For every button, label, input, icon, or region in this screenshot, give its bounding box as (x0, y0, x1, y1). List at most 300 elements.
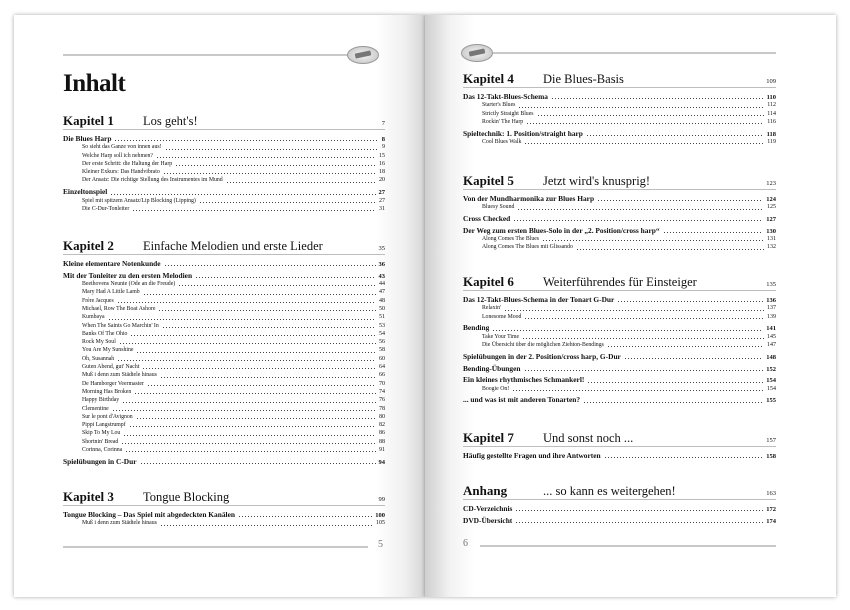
entry-page: 105 (376, 520, 385, 527)
entry-page: 116 (767, 118, 776, 125)
entry-page: 20 (379, 177, 385, 184)
toc-chapter (463, 274, 776, 408)
dot-leader (129, 426, 376, 427)
dot-leader (112, 410, 376, 411)
entry-page: 64 (379, 364, 385, 371)
chapter-title: Und sonst noch ... (543, 431, 634, 445)
entry-title: Cool Blues Walk (482, 138, 522, 145)
toc-subentry (63, 355, 385, 363)
entry-page: 147 (767, 341, 776, 348)
toc-subentry (63, 405, 385, 413)
entry-title: Häufig gestellte Fragen und ihre Antworten (463, 451, 601, 460)
dot-leader (624, 358, 763, 359)
entry-title: Der Weg zum ersten Blues-Solo in der „2. Position/cross harp“ (463, 225, 660, 235)
entry-page: 132 (767, 244, 776, 251)
entry-title: Cross Checked (463, 214, 511, 224)
dot-leader (136, 352, 376, 353)
chapter-heading (463, 274, 776, 291)
toc-subentry (63, 297, 385, 305)
entry-page: 124 (766, 196, 776, 203)
toc-subentry (63, 421, 385, 429)
dot-leader (513, 220, 763, 221)
chapter-title: Einfache Melodien und erste Lieder (143, 239, 323, 253)
toc-entry (463, 324, 776, 332)
entry-page: 172 (766, 506, 776, 513)
dot-leader (117, 360, 376, 361)
chapter-heading (463, 483, 776, 500)
chapter-page: 163 (766, 490, 776, 497)
chapter-page: 135 (766, 281, 776, 288)
chapter-page: 35 (378, 245, 385, 252)
entry-page: 16 (379, 160, 385, 167)
dot-leader (542, 240, 764, 241)
left-page (14, 15, 425, 597)
dot-leader (163, 173, 376, 174)
header-rule (493, 52, 776, 54)
entry-title: Starter's Blues (482, 102, 516, 109)
dot-leader (195, 277, 375, 278)
toc-subentry (463, 341, 776, 349)
dot-leader (123, 435, 376, 436)
entry-title: Michael, Row The Boat Ashore (82, 305, 156, 312)
entry-page: 118 (766, 130, 776, 138)
entry-page: 152 (766, 365, 776, 373)
dot-leader (537, 115, 765, 116)
toc-subentry (63, 429, 385, 437)
entry-page: 80 (379, 413, 385, 420)
dot-leader (121, 443, 376, 444)
right-page (425, 15, 836, 597)
toc-subentry (63, 197, 385, 205)
entry-title: ... und was ist mit anderen Tonarten? (463, 395, 581, 405)
dot-leader (125, 451, 376, 452)
toc-subentry (63, 313, 385, 321)
entry-title: Der erste Schritt: die Haltung der Harp (82, 160, 173, 167)
toc-subentry (463, 385, 776, 393)
entry-page: 8 (381, 136, 385, 143)
toc-subentry (63, 338, 385, 346)
chapter-page: 157 (766, 437, 776, 444)
toc-group (463, 324, 776, 349)
entry-title: Kleiner Exkurs: Das Handvibrato (82, 169, 160, 176)
toc-chapter (63, 238, 385, 470)
toc-entry (463, 365, 776, 373)
toc-entry (63, 135, 385, 143)
entry-page: 158 (766, 453, 776, 460)
toc-group (463, 396, 776, 404)
entry-page: 60 (379, 355, 385, 362)
toc-group (463, 505, 776, 513)
dot-leader (576, 249, 764, 250)
entry-page: 27 (379, 197, 385, 204)
entry-page: 31 (379, 205, 385, 212)
dot-leader (587, 382, 763, 383)
toc-subentry (63, 371, 385, 379)
chapter-page: 109 (766, 78, 776, 85)
entry-page: 125 (767, 204, 776, 211)
toc-entry (463, 130, 776, 138)
toc-entry (63, 458, 385, 466)
chapter-label: Kapitel 7 (463, 430, 514, 445)
chapter-label: Kapitel 1 (63, 113, 114, 128)
chapter-label: Anhang (463, 483, 508, 498)
entry-title: Spieltechnik: 1. Position/straight harp (463, 128, 583, 138)
dot-leader (518, 107, 764, 108)
dot-leader (178, 285, 376, 286)
entry-title: Rock My Soul (82, 339, 116, 346)
entry-title: Take Your Time (482, 333, 520, 340)
toc-group (63, 272, 385, 455)
entry-page: 78 (379, 405, 385, 412)
chapter-heading (63, 238, 385, 255)
entry-title: Von der Mundharmonika zur Blues Harp (463, 194, 595, 203)
dot-leader (132, 210, 376, 211)
dot-leader (597, 200, 763, 201)
entry-title: Spiel mit spitzem Ansatz/Lip Blocking (Lipping) (82, 197, 196, 204)
entry-title: Skip To My Lou (82, 430, 121, 437)
footer-rule (63, 546, 368, 548)
toc-group (63, 511, 385, 528)
entry-title: Mary Had A Little Lamb (82, 289, 140, 296)
entry-title: DVD-Übersicht (463, 515, 513, 525)
dot-leader (526, 123, 764, 124)
entry-page: 136 (766, 297, 776, 304)
entry-title: Einzeltonspiel (63, 187, 108, 197)
entry-page: 119 (767, 138, 776, 145)
chapter-label: Kapitel 4 (463, 71, 514, 86)
entry-title: CD-Verzeichnis (463, 504, 513, 513)
chapter-title: Los geht's! (143, 114, 198, 128)
entry-page: 155 (766, 397, 776, 405)
dot-leader (158, 310, 376, 311)
entry-page: 82 (379, 422, 385, 429)
chapter-label: Kapitel 5 (463, 173, 514, 188)
chapter-heading (63, 489, 385, 506)
entry-page: 51 (379, 314, 385, 321)
dot-leader (164, 265, 376, 266)
toc-entry (63, 188, 385, 196)
toc-subentry (63, 305, 385, 313)
dot-leader (515, 522, 763, 523)
toc-group (463, 215, 776, 223)
toc-subentry (63, 438, 385, 446)
entry-page: 94 (378, 458, 385, 466)
entry-title: Kleine elementare Notenkunde (63, 259, 161, 268)
entry-title: Bluesy Sound (482, 204, 515, 211)
entry-title: Bending (463, 323, 490, 333)
toc-subentry (463, 243, 776, 251)
toc-subentry (63, 205, 385, 213)
dot-leader (524, 318, 764, 319)
dot-leader (607, 346, 764, 347)
toc-group (463, 376, 776, 393)
toc-subentry (63, 519, 385, 527)
entry-page: 154 (767, 385, 776, 392)
entry-title: Die Blues Harp (63, 134, 112, 143)
toc-group (463, 227, 776, 252)
chapter-title: Tongue Blocking (143, 490, 230, 504)
entry-title: Along Comes The Blues mit Glissando (482, 244, 573, 251)
toc-chapter (63, 489, 385, 531)
entry-page: 91 (379, 447, 385, 454)
toc-group (463, 296, 776, 321)
entry-page: 54 (379, 330, 385, 337)
dot-leader (108, 319, 376, 320)
dot-leader (226, 182, 376, 183)
entry-title: Boogie On! (482, 385, 510, 392)
entry-title: Das 12-Takt-Blues-Schema (463, 92, 548, 101)
entry-page: 127 (766, 216, 776, 224)
entry-page: 88 (379, 438, 385, 445)
entry-title: Frère Jacques (82, 297, 114, 304)
toc-entry (463, 396, 776, 404)
toc-group (63, 188, 385, 213)
toc-group (463, 365, 776, 373)
dot-leader (524, 143, 764, 144)
toc-subentry (463, 333, 776, 341)
entry-title: Kumbaya (82, 314, 105, 321)
toc-group (63, 260, 385, 268)
entry-title: Der Ansatz: Die richtige Stellung des Instrumentes im Mund (82, 177, 223, 184)
entry-title: Guten Abend, gut' Nacht (82, 364, 140, 371)
dot-leader (140, 463, 376, 464)
dot-leader (142, 368, 376, 369)
toc-entry (63, 260, 385, 268)
dot-leader (165, 149, 379, 150)
entry-title: Muß i denn zum Städtele hinaus (82, 520, 157, 527)
entry-page: 131 (767, 236, 776, 243)
dot-leader (586, 135, 764, 136)
dot-leader (147, 385, 376, 386)
entry-page: 145 (767, 333, 776, 340)
entry-page: 9 (382, 144, 385, 151)
toc-chapter (463, 173, 776, 255)
chapter-title: Die Blues-Basis (543, 72, 624, 86)
dot-leader (515, 510, 763, 511)
entry-page: 48 (379, 297, 385, 304)
toc-subentry (463, 101, 776, 109)
entry-title: Die C-Dur-Tonleiter (82, 205, 130, 212)
toc-subentry (63, 380, 385, 388)
toc-entry (463, 505, 776, 513)
toc-entry (463, 215, 776, 223)
dot-leader (160, 377, 376, 378)
entry-title: Muß i denn zum Städtele hinaus (82, 372, 157, 379)
entry-page: 53 (379, 322, 385, 329)
dot-leader (583, 402, 763, 403)
toc-group (463, 130, 776, 147)
entry-title: Die Übersicht über die möglichen Ziehton-Bendings (482, 341, 604, 348)
harmonica-icon (461, 44, 493, 62)
entry-page: 66 (379, 372, 385, 379)
chapter-title: Weiterführendes für Einsteiger (543, 275, 697, 289)
entry-page: 76 (379, 397, 385, 404)
chapter-label: Kapitel 3 (63, 489, 114, 504)
entry-title: Spielübungen in C-Dur (63, 456, 137, 466)
entry-title: Welche Harp soll ich nehmen? (82, 152, 154, 159)
entry-page: 141 (766, 325, 776, 333)
toc-subentry (463, 110, 776, 118)
entry-title: Corinna, Corinna (82, 447, 123, 454)
dot-leader (517, 209, 764, 210)
chapter-heading (463, 173, 776, 190)
toc-subentry (63, 413, 385, 421)
entry-page: 70 (379, 380, 385, 387)
toc-group (63, 458, 385, 466)
page-title: Inhalt (63, 70, 126, 97)
dot-leader (199, 202, 376, 203)
dot-leader (492, 330, 763, 331)
dot-leader (136, 418, 376, 419)
toc-subentry (63, 322, 385, 330)
dot-leader (114, 140, 378, 141)
toc-entry (463, 517, 776, 525)
entry-title: Shortnin' Bread (82, 438, 119, 445)
chapter-title: Jetzt wird's knusprig! (543, 174, 651, 188)
entry-title: When The Saints Go Marchin' In (82, 322, 159, 329)
harmonica-icon (347, 46, 379, 64)
dot-leader (522, 338, 764, 339)
toc-entry (463, 93, 776, 101)
entry-title: So sieht das Ganze von innen aus! (82, 144, 162, 151)
entry-title: Ein kleines rhythmisches Schmankerl! (463, 375, 585, 385)
entry-page: 18 (379, 169, 385, 176)
entry-title: Pippi Langstrumpf (82, 422, 126, 429)
toc-subentry (63, 330, 385, 338)
entry-title: Banks Of The Ohio (82, 330, 128, 337)
entry-page: 27 (378, 189, 385, 197)
dot-leader (663, 232, 764, 233)
entry-title: Relaxin' (482, 305, 502, 312)
dot-leader (156, 157, 376, 158)
entry-page: 50 (379, 305, 385, 312)
toc-subentry (63, 280, 385, 288)
toc-subentry (63, 363, 385, 371)
toc-subentry (63, 152, 385, 160)
toc-subentry (463, 304, 776, 312)
toc-entry (63, 272, 385, 280)
dot-leader (110, 194, 375, 195)
toc-subentry (63, 168, 385, 176)
dot-leader (504, 310, 764, 311)
entry-page: 47 (379, 289, 385, 296)
dot-leader (604, 457, 764, 458)
entry-title: Lonesome Mood (482, 313, 522, 320)
entry-page: 86 (379, 430, 385, 437)
dot-leader (162, 327, 376, 328)
chapter-page: 99 (378, 496, 385, 503)
toc-group (63, 135, 385, 185)
toc-chapter (463, 71, 776, 150)
page-number: 6 (463, 538, 468, 549)
toc-subentry (63, 176, 385, 184)
chapter-title: ... so kann es weitergehen! (543, 484, 676, 498)
chapter-heading (63, 113, 385, 130)
toc-subentry (463, 138, 776, 146)
entry-title: Happy Birthday (82, 397, 120, 404)
entry-title: Morning Has Broken (82, 388, 132, 395)
entry-page: 43 (378, 272, 385, 280)
toc-entry (463, 227, 776, 235)
toc-group (463, 195, 776, 212)
entry-title: Das 12-Takt-Blues-Schema in der Tonart G-Dur (463, 295, 615, 304)
toc-subentry (63, 160, 385, 168)
toc-subentry (463, 203, 776, 211)
dot-leader (117, 302, 376, 303)
toc-subentry (63, 388, 385, 396)
header-rule (63, 54, 348, 56)
entry-page: 56 (379, 339, 385, 346)
toc-entry (463, 296, 776, 304)
entry-page: 139 (767, 313, 776, 320)
entry-title: You Are My Sunshine (82, 347, 134, 354)
toc-entry (463, 452, 776, 460)
entry-title: Strictly Straight Blues (482, 110, 534, 117)
toc-group (463, 93, 776, 126)
dot-leader (238, 516, 372, 517)
entry-page: 114 (767, 110, 776, 117)
dot-leader (122, 402, 376, 403)
entry-title: Spielübungen in der 2. Position/cross harp, G-Dur (463, 351, 621, 361)
entry-page: 100 (375, 512, 385, 519)
toc-entry (463, 195, 776, 203)
dot-leader (119, 343, 376, 344)
entry-title: Tongue Blocking – Das Spiel mit abgedeckten Kanälen (63, 510, 235, 519)
entry-page: 137 (767, 305, 776, 312)
entry-page: 148 (766, 353, 776, 361)
entry-page: 58 (379, 347, 385, 354)
entry-title: Sur le pont d'Avignon (82, 413, 133, 420)
toc-chapter (463, 483, 776, 529)
entry-page: 130 (766, 227, 776, 235)
toc-subentry (463, 313, 776, 321)
entry-title: Clementine (82, 405, 109, 412)
dot-leader (551, 98, 764, 99)
toc-group (463, 353, 776, 361)
dot-leader (617, 301, 763, 302)
entry-page: 36 (378, 261, 385, 268)
entry-title: Bending-Übungen (463, 363, 521, 373)
toc-chapter (463, 430, 776, 464)
dot-leader (512, 390, 764, 391)
entry-page: 174 (766, 517, 776, 525)
chapter-heading (463, 71, 776, 88)
toc-subentry (63, 396, 385, 404)
chapter-label: Kapitel 6 (463, 274, 514, 289)
toc-entry (63, 511, 385, 519)
chapter-heading (463, 430, 776, 447)
toc-group (463, 517, 776, 525)
chapter-page: 7 (381, 120, 385, 127)
dot-leader (175, 165, 376, 166)
entry-page: 74 (379, 388, 385, 395)
dot-leader (524, 370, 764, 371)
toc-subentry (63, 288, 385, 296)
entry-title: Beethovens Neunte (Ode an die Freude) (82, 281, 176, 288)
toc-subentry (463, 235, 776, 243)
entry-page: 110 (766, 94, 776, 101)
toc-group (463, 452, 776, 460)
entry-title: Oh, Susannah (82, 355, 115, 362)
page-number: 5 (378, 539, 383, 550)
entry-page: 44 (379, 281, 385, 288)
toc-subentry (63, 446, 385, 454)
toc-entry (463, 353, 776, 361)
entry-page: 154 (766, 377, 776, 385)
footer-rule (480, 545, 776, 547)
chapter-page: 123 (766, 180, 776, 187)
dot-leader (130, 335, 376, 336)
